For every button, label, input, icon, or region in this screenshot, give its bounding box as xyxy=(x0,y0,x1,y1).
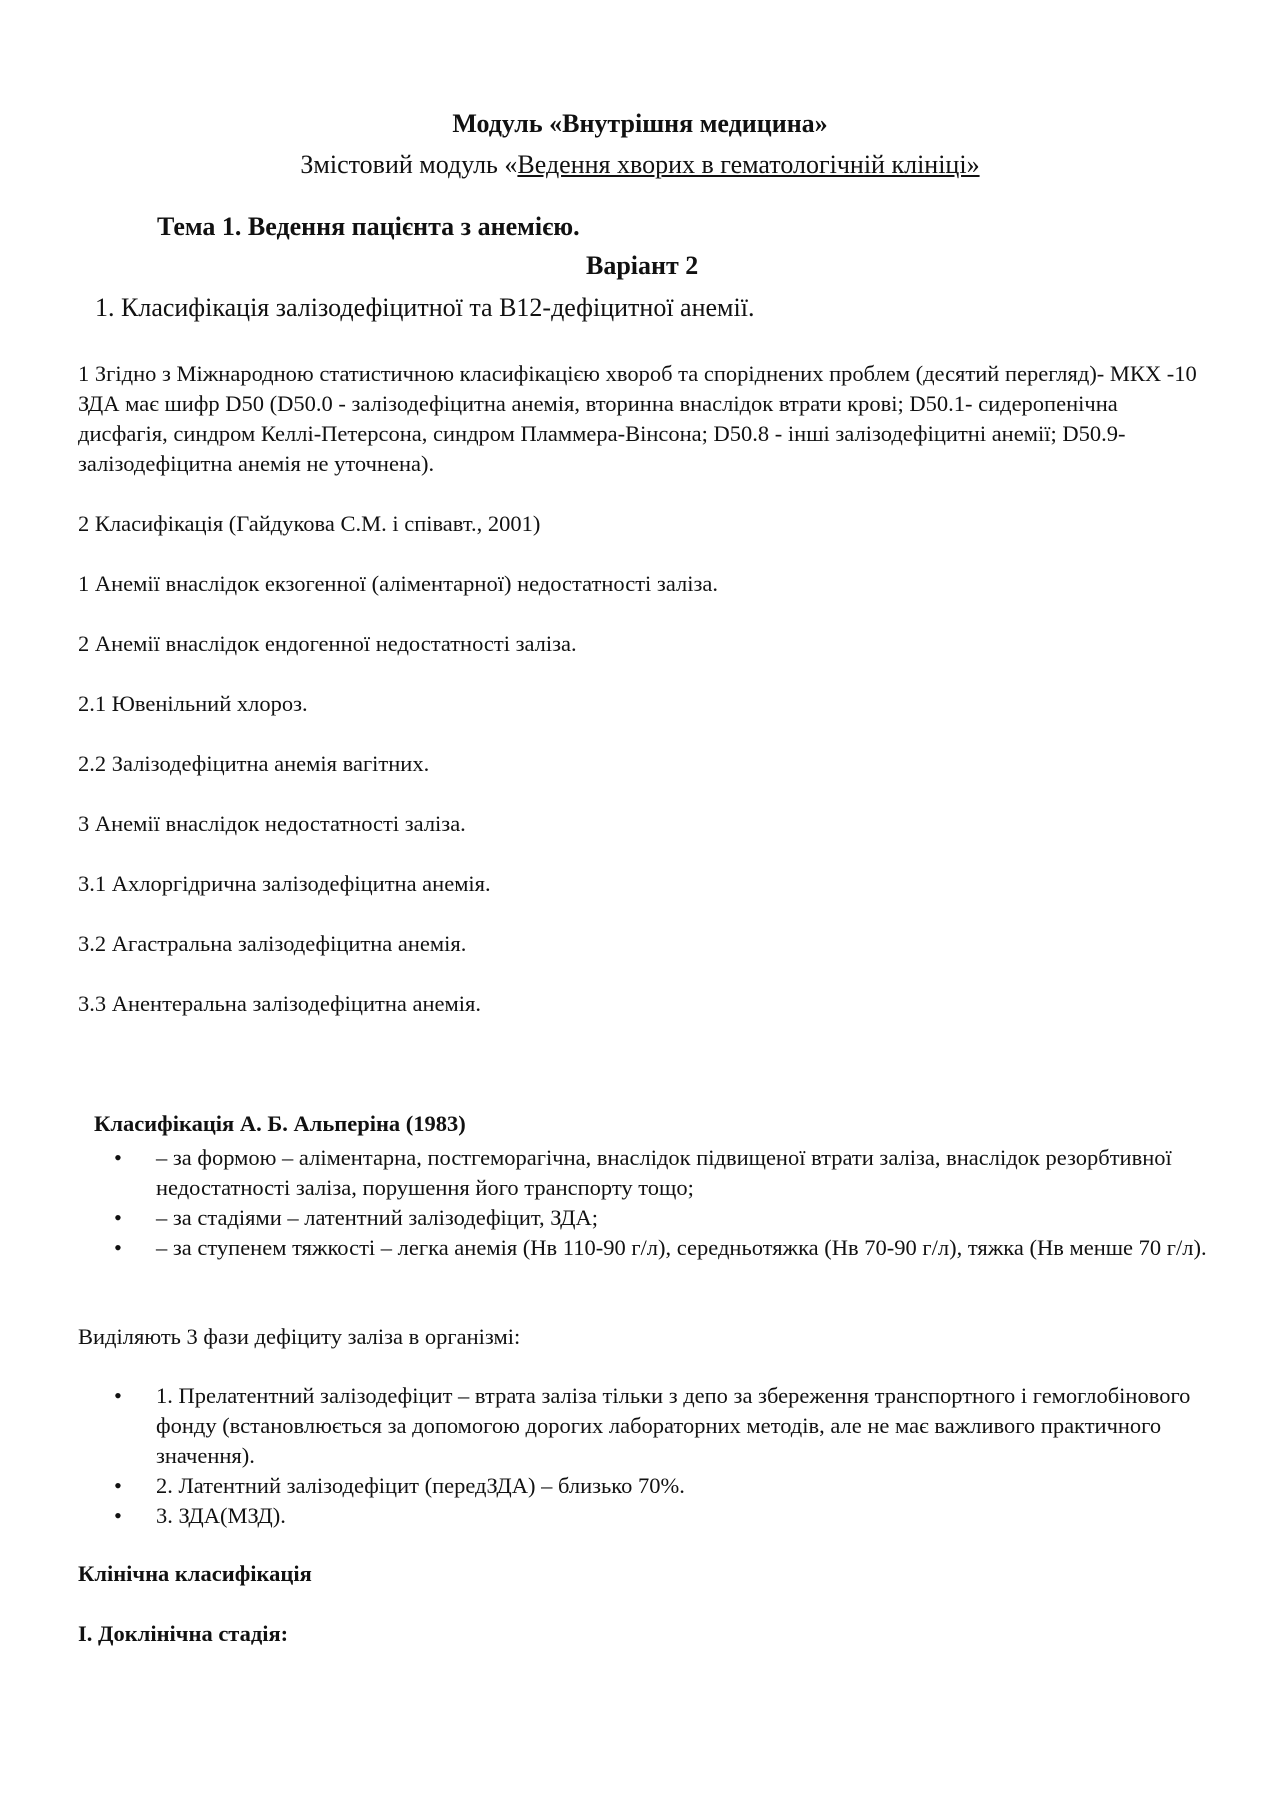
alperin-list xyxy=(78,1143,1218,1263)
icd-paragraph: 1 Згідно з Міжнародною статистичною класифікацією хвороб та споріднених проблем (десятий перегляд)- МКХ -10 ЗДА має шифр D50 (D50.0 - залізодефіцитна анемія, вторинна внаслідок втрати крові; D50.1- сидеропенічна дисфагія, синдром Келлі-Петерсона, синдром Пламмера-Вінсона; D50.8 - інші залізодефіцитні анемії; D50.9- залізодефіцитна анемія не уточнена). xyxy=(78,361,1197,476)
list-item xyxy=(78,1143,1218,1203)
bullet-icon: • xyxy=(114,1473,122,1498)
list-item-text: 1. Прелатентний залізодефіцит – втрата заліза тільки з депо за збереження транспортного і гемоглобінового фонду (встановлюється за допомогою дорогих лабораторних методів, але не має важливого практичного значення). xyxy=(156,1383,1191,1468)
clinical-heading: Клінічна класифікація xyxy=(78,1561,312,1586)
phases-intro: Виділяють 3 фази дефіциту заліза в організмі: xyxy=(78,1324,521,1349)
classification-line: 1 Анемії внаслідок екзогенної (аліментарної) недостатності заліза. xyxy=(78,571,718,596)
classification-line: 3 Анемії внаслідок недостатності заліза. xyxy=(78,811,466,836)
list-item-text: – за формою – аліментарна, постгеморагічна, внаслідок підвищеної втрати заліза, внаслідок резорбтивної недостатності заліза, порушення його транспорту тощо; xyxy=(156,1145,1172,1200)
classification-line: 2.2 Залізодефіцитна анемія вагітних. xyxy=(78,751,430,776)
submodule-title xyxy=(0,147,1280,183)
submodule-prefix: Змістовий модуль « xyxy=(300,150,518,179)
stage-heading: І. Доклінічна стадія: xyxy=(78,1621,289,1646)
submodule-name: Ведення хворих в гематологічній клініці» xyxy=(517,150,980,179)
list-item-text: – за стадіями – латентний залізодефіцит, ЗДА; xyxy=(156,1205,599,1230)
phases-list xyxy=(78,1381,1218,1531)
classification-line: 3.2 Агастральна залізодефіцитна анемія. xyxy=(78,931,467,956)
classification-line: 2 Класифікація (Гайдукова С.М. і співавт., 2001) xyxy=(78,511,541,536)
list-item xyxy=(78,1501,1218,1531)
module-title: Модуль «Внутрішня медицина» xyxy=(452,109,828,138)
bullet-icon: • xyxy=(114,1383,122,1408)
bullet-icon: • xyxy=(114,1145,122,1170)
list-item-text: – за ступенем тяжкості – легка анемія (Нв 110-90 г/л), середньотяжка (Нв 70-90 г/л), тяжка (Нв менше 70 г/л). xyxy=(156,1235,1207,1260)
bullet-icon: • xyxy=(114,1205,122,1230)
bullet-icon: • xyxy=(114,1235,122,1260)
variant-heading: Варіант 2 xyxy=(586,251,699,280)
list-item xyxy=(78,1381,1218,1471)
list-item xyxy=(78,1233,1218,1263)
list-item-text: 2. Латентний залізодефіцит (передЗДА) – близько 70%. xyxy=(156,1473,685,1498)
topic-heading: Тема 1. Ведення пацієнта з анемією. xyxy=(157,212,580,241)
classification-line: 3.1 Ахлоргідрична залізодефіцитна анемія. xyxy=(78,871,491,896)
list-item xyxy=(78,1471,1218,1501)
bullet-icon: • xyxy=(114,1503,122,1528)
classification-line: 2 Анемії внаслідок ендогенної недостатності заліза. xyxy=(78,631,577,656)
list-item-text: 3. ЗДА(МЗД). xyxy=(156,1503,286,1528)
classification-line: 3.3 Анентеральна залізодефіцитна анемія. xyxy=(78,991,481,1016)
alperin-heading: Класифікація А. Б. Альперіна (1983) xyxy=(94,1111,466,1136)
list-item xyxy=(78,1203,1218,1233)
classification-line: 2.1 Ювенільний хлороз. xyxy=(78,691,308,716)
question-heading: 1. Класифікація залізодефіцитної та В12-дефіцитної анемії. xyxy=(95,293,755,322)
